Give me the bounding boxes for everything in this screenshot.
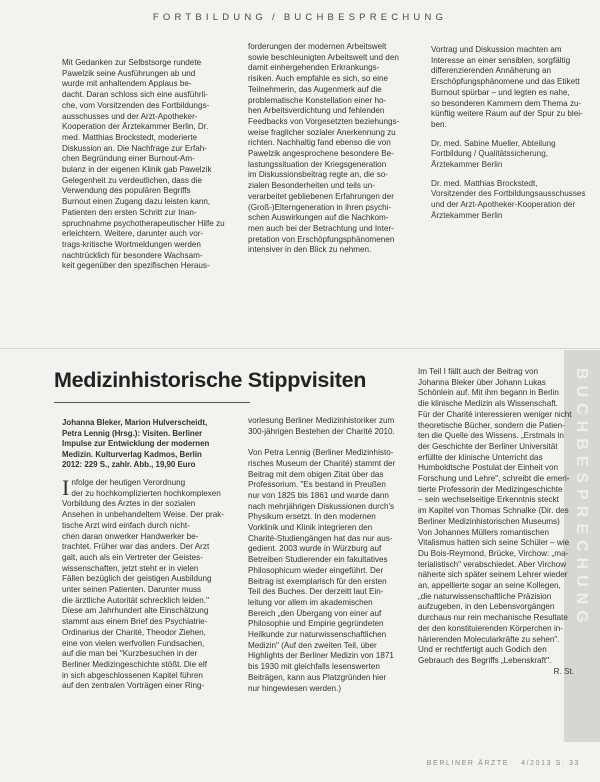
footer-issue: 4/2013 S. 33 [521,760,580,767]
text-line: che, vom Vorsitzenden des Fortbildungs- [62,100,210,110]
top-column-2 [248,42,406,256]
text-line: der den konstituierenden Körperchen in- [418,623,563,633]
author-line: Vorsitzender des Fortbildungsausschusses [431,189,586,199]
text-line: Diese am Jahrhundert alte Einschätzung [62,606,209,616]
text-line: die klinische Medizin als Wissenschaft. [418,399,558,409]
text-line: Mit Gedanken zur Selbstsorge rundete [62,58,202,67]
author-note-1 [431,139,581,171]
headline-rule [54,402,250,403]
text-line: Burnout spürbar – und legten es nahe, [431,87,570,97]
review-column-3 [418,367,576,677]
text-line: chen Begründung einer Burnout-Am- [62,154,195,164]
bibliography [62,418,238,471]
text-line: differenzierenden Annäherung an [431,66,552,76]
text-line: forderungen der modernen Arbeitswelt [248,42,387,51]
text-line: Gelegenheit zu verdeutlichen, dass die [62,175,203,185]
bibliography-line: 2012: 229 S., zahlr. Abb., 19,90 Euro [62,460,196,470]
text-line: Forschung und Lehre", schreibt die emeri- [418,474,570,484]
text-line: galt, auch als ein Vertreter der Geistes- [62,552,203,562]
text-line: Ordinarius der Charité, Theodor Ziehen, [62,627,206,637]
text-line: wissenschaften, jetzt steht er in vielen [62,563,199,573]
text-line: richten. Nachhaltig fand ebenso die von [248,138,391,148]
text-line: Patienten den ersten Schritt zur Inan- [62,207,197,217]
text-line: auf die man bei "Kurzbesuchen in der [62,649,198,659]
text-line: Betreiben Studierender ein fakultatives [248,555,388,565]
text-line: schen Auswirkungen auf die Nachkom- [248,213,389,223]
text-line: Beitrag mit dem obigen Zitat über das [248,469,384,479]
text-line: Johanna Bleker über Johann Lukas [418,377,546,387]
text-line: der Geschichte der Berliner Universität [418,441,558,451]
text-line: ausschusses und der Arzt-Apotheker- [62,111,198,121]
text-line: problematische Konstellation einer ho- [248,95,387,105]
text-line: Kooperation der Ärztekammer Berlin, Dr. [62,122,209,132]
author-line: Dr. med. Matthias Brockstedt, [431,178,538,188]
author-line: Dr. med. Sabine Mueller, Abteilung [431,138,556,148]
text-line: chen daran onwerker Handwerker be- [62,531,199,541]
author-note-2 [431,178,586,222]
review-headline: Medizinhistorische Stippvisiten [54,368,367,392]
text-line: Philosophicum wieder eingeführt. Der [248,565,384,575]
text-line: verarbeitet gebliebenen Erfahrungen der [248,191,394,201]
bibliography-line: Johanna Bleker, Marion Hulverscheidt, [62,418,208,427]
author-line: und der Arzt-Apotheker-Kooperation der [431,200,576,210]
text-line: med. Matthias Brockstedt, moderierte [62,132,198,142]
review-signature: R. St. [553,666,574,676]
bibliography-line: Impulse zur Entwicklung der modernen [62,439,210,449]
section-header [0,12,600,23]
review-column-1-body [62,475,234,692]
text-line: erleichtern. Weitere, darunter auch vor- [62,229,204,239]
text-line: damit einhergehenden Erkrankungs- [248,63,380,73]
text-line: gedient. 2003 wurde in Würzburg auf [248,544,382,554]
text-line: Charité-Studiengängen hat das nur aus- [248,533,393,543]
text-line: 300-jährigen Bestehen der Charité 2010. [248,426,395,436]
text-line: lastungssituation der Kriegsgeneration [248,159,387,169]
text-line: Physikum ersetzt. In den modernen [248,512,376,522]
text-line: Berliner Medizingeschichte stößt. Die elf [62,659,207,669]
text-line: ben. [431,119,447,129]
text-line: so besonderen Kammern dem Thema zu- [431,98,582,108]
text-line: nfolge der heutigen Verordnung [71,478,186,487]
text-line: terialistisch" verabschiedet. Aber Virchow [418,559,567,569]
text-line: risiken. Auch empfahle es sich, so eine [248,74,389,84]
author-line: Ärztekammer Berlin [431,160,503,170]
text-line: Pawelzik seine Ausführungen ab und [62,68,196,78]
text-line: men auch bei der Betrachtung und Inter- [248,223,394,233]
text-line: nachtrücklich für besondere Wachsam- [62,250,203,260]
text-line: risches Museum der Charité) stammt der [248,458,396,468]
text-line: trachtet. Früher war das anders. Der Arzt [62,542,210,552]
text-line: in sich abgeschlossenen Kapitel führen [62,670,203,680]
text-line: trags-kritische Wortmeldungen werden [62,239,201,249]
text-line: an, appellierte sogar an seine Kollegen, [418,581,561,591]
text-line: Berliner Medizinhistorischen Museums) [418,516,560,526]
text-line: im Kapitel von Thomas Schnalke (Dir. des [418,506,569,516]
top-column-1 [62,58,225,272]
text-line: spruchnahme psychotherapeutischer Hilfe zu [62,218,225,228]
text-line: Für der Charité interessieren weniger nicht [418,409,572,419]
header-right: BUCHBESPRECHUNG [283,12,448,23]
text-line: Beitrag ist exemplarisch für den ersten [248,576,387,586]
text-line: theoretische Bücher, sondern die Patien- [418,420,565,430]
text-line: Feedbacks von Vorgesetzten beziehungs- [248,116,400,126]
text-line: Beiträgen, kann aus Platzgründen hier [248,672,387,682]
text-line: Gebrauch des Begriffs „Lebenskraft". [418,655,552,665]
text-line: stammt aus einem Brief des Psychiatrie- [62,617,208,627]
text-line: vorlesung Berliner Medizinhistoriker zum [248,416,395,425]
text-line: Du Bois-Reymond, Brücke, Virchow: „ma- [418,548,569,558]
text-line: härierenden Molecularkräfte zu sehen". [418,634,560,644]
text-line: nur von 1825 bis 1861 und wurde dann [248,490,389,500]
text-line: keit gegenüber den spezifischen Heraus- [62,261,210,271]
footer-publication: BERLINER ÄRZTE [426,760,510,767]
text-line: wurde mit anhaltendem Applaus be- [62,79,192,89]
header-separator: / [271,12,279,23]
dropcap: I [62,475,70,500]
text-line: intensiver in den Blick zu nehmen. [248,245,372,255]
text-line: im Diskussionsbeitrag regte an, die so- [248,170,388,180]
text-line: ten die Quelle des Wissens. „Erstmals in [418,431,564,441]
review-column-3-body [418,367,576,667]
text-line: Und er rechtfertigt auch Godich den [418,645,547,655]
text-line: der zu hochkomplizierten hochkomplexen [71,488,221,498]
text-line: Verwendung des populären Begriffs [62,186,191,196]
text-line: – sein wechselseitige Erkenntnis steckt [418,495,559,505]
top-column-3-body [431,45,581,131]
text-line: Schönlein auf. Mit ihm begann in Berlin [418,388,559,398]
review-column-2 [248,416,420,694]
text-line: Fällen bezüglich der geistigen Ausbildung [62,574,212,584]
text-line: bis 1930 mit gleichfalls lesenswerten [248,662,380,672]
text-line: aufzugeben, in den Lebensvorgängen [418,602,555,612]
text-line: bulanz in der eigenen Klinik gab Pawelzik [62,165,212,175]
text-line: die ärztliche Autorität schrecklich leiden." [62,595,209,605]
text-line: Im Teil I fällt auch der Beitrag von [418,367,538,376]
text-line: Von Johannes Müllers romantischen [418,527,549,537]
text-line: Teil des Buches. Der derzeitt laut Ein- [248,587,384,597]
text-line: hen Arbeitsverdichtung und fehlenden [248,106,385,116]
text-line: Heilkunde zur naturwissenschaftlichen [248,630,387,640]
text-line: Vorklinik und Klinik integrieren den [248,523,373,533]
text-line: nur hingewiesen werden.) [248,683,342,693]
text-line: weise fraglicher sozialer Anerkennung zu [248,127,396,137]
text-line: „die naturwissenschaftliche Präzision [418,591,552,601]
text-line: auf den zentralen Vorträgen einer Ring- [62,681,205,691]
bibliography-line: Petra Lennig (Hrsg.): Visiten. Berliner [62,428,203,438]
text-line: Erschöpfungsphänomene und das Etikett [431,77,580,87]
text-line: Teilnehmerin, das Augenmerk auf die [248,84,382,94]
text-line: Vortrag und Diskussion machten am [431,45,562,54]
text-line: eine von vielen werfvollen Fundsachen, [62,638,205,648]
text-line: Medizin" (Auf den zweiten Teil, über [248,640,377,650]
page-footer [0,760,580,767]
text-line: Interesse an einer sensiblen, sorgfältig [431,55,571,65]
text-line: sowie beschleunigten Arbeitswelt und den [248,52,399,62]
text-line: Von Petra Lennig (Berliner Medizinhisto- [248,448,394,458]
top-column-3 [431,45,586,222]
text-line: durchaus nur rein mechanische Resultate [418,613,568,623]
text-line: tierte Professorin der Medizingeschichte [418,484,563,494]
text-line: tische Arzt wird einfach durch nicht- [62,520,190,530]
text-line: Vorbildung des Arztes in der sozialen [62,499,196,509]
text-line: Diskussion an. Die Nachfrage zur Erfah- [62,143,207,153]
text-line: leitung vor allem im akademischen [248,597,373,607]
text-line: Professorium. "Es bestand in Preußen [248,480,386,490]
text-line: nach mehrjährigen Diskussionen durch's [248,501,395,511]
text-line: erfüllte der klinische Unterricht das [418,452,543,462]
text-line: Ansehen in unbehandeltem Weise. Der prak- [62,510,224,520]
text-line: künftig weitere Raum auf der Spur zu blei- [431,109,583,119]
text-line: Humboldtsche Postulat der Einheit von [418,463,559,473]
text-line: Vitalismus hatten sich seine Schüler – wie [418,538,570,548]
text-line: Bereich „den Übergang von einer auf [248,608,382,618]
text-line: Highlights der Berliner Medizin von 1871 [248,651,394,661]
author-line: Fortbildung / Qualitätssicherung, [431,149,548,159]
bibliography-line: Medizin. Kulturverlag Kadmos, Berlin [62,449,202,459]
text-line: pretation von Erschöpfungsphänomenen [248,234,395,244]
text-line: unter seinen Patienten. Darunter muss [62,585,202,595]
text-line: (Groß-)Elterngeneration in ihren psychi- [248,202,392,212]
text-line: näherte sich später seinem Lehrer wieder [418,570,568,580]
header-left: FORTBILDUNG [152,12,267,23]
section-divider [0,348,600,349]
review-column-1 [62,475,234,692]
text-line: Burnout einen Zugang dazu leisten kann, [62,197,211,207]
text-line [248,437,420,448]
text-line: Pawelzik angesprochene besondere Be- [248,149,394,159]
text-line: dacht. Daran schloss sich eine ausführli- [62,90,208,100]
text-line: zialen Besonderheiten und teils un- [248,181,375,191]
text-line: Philosophie und Empirie gegründeten [248,619,384,629]
sidebar-label: BUCHBESPRECHUNG [573,368,590,629]
author-line: Ärztekammer Berlin [431,210,503,220]
